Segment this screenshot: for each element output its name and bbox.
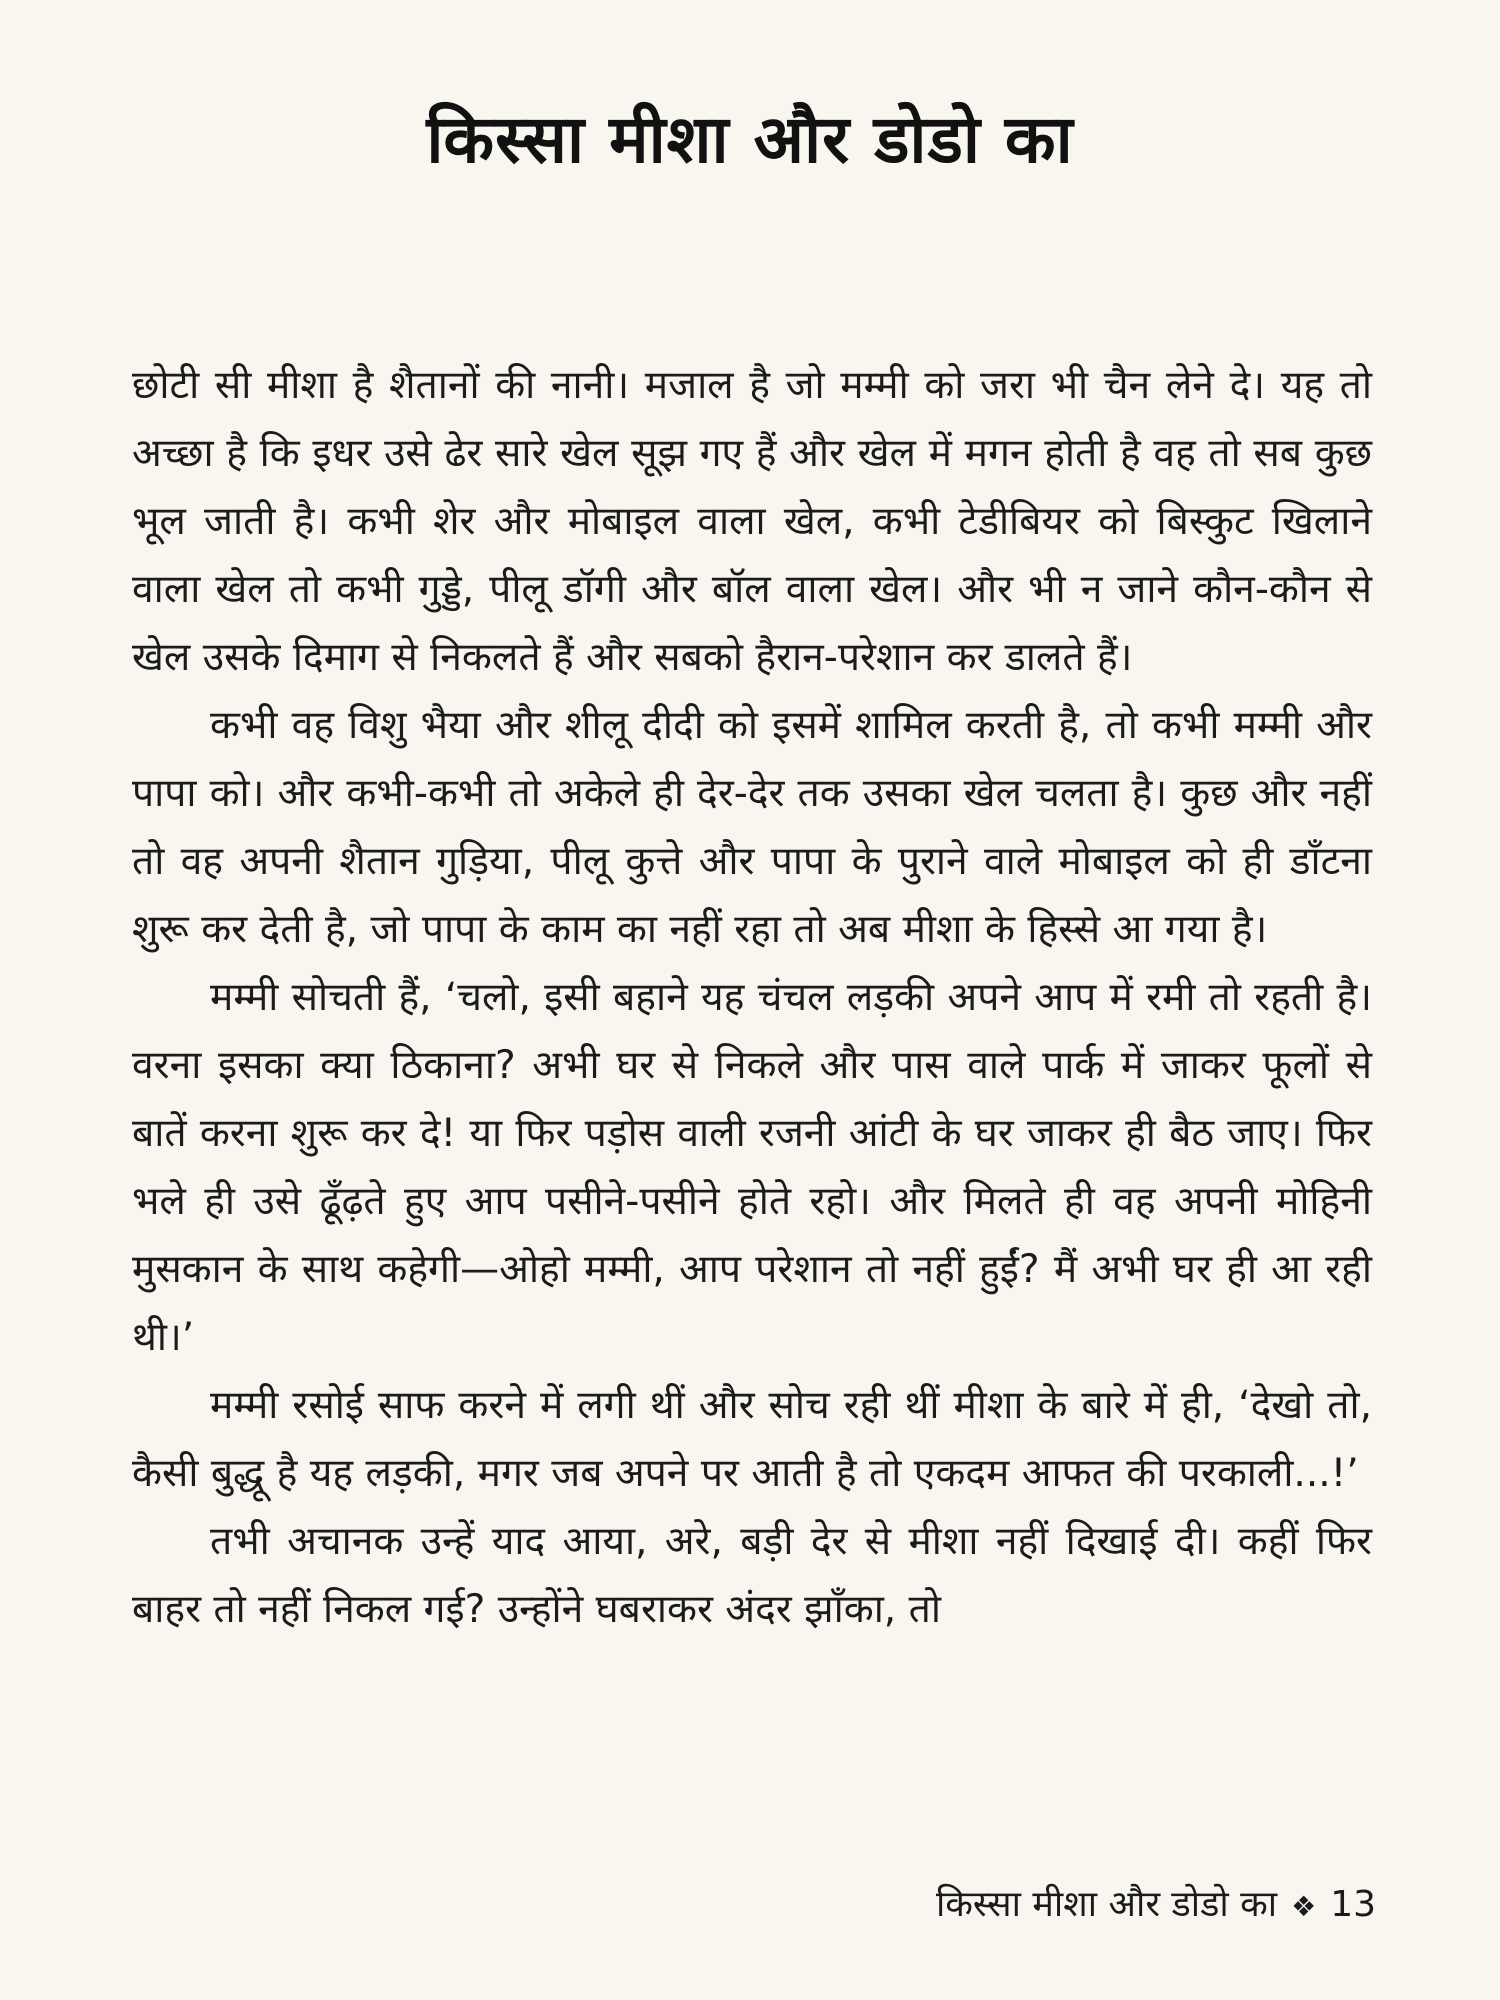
body-text — [132, 352, 1372, 1644]
paragraph-2: कभी वह विशु भैया और शीलू दीदी को इसमें शामिल करती है, तो कभी मम्मी और पापा को। और कभी-कभी तो अकेले ही देर-देर तक उसका खेल चलता है। कुछ और नहीं तो वह अपनी शैतान गुड़िया, पीलू कुत्ते और पापा के पुराने वाले मोबाइल को ही डाँटना शुरू कर देती है, जो पापा के काम का नहीं रहा तो अब मीशा के हिस्से आ गया है। — [132, 703, 1372, 952]
separator-icon: ❖ — [1291, 1890, 1317, 1923]
paragraph-1: छोटी सी मीशा है शैतानों की नानी। मजाल है जो मम्मी को जरा भी चैन लेने दे। यह तो अच्छा है कि इधर उसे ढेर सारे खेल सूझ गए हैं और खेल में मगन होती है वह तो सब कुछ भूल जाती है। कभी शेर और मोबाइल वाला खेल, कभी टेडीबियर को बिस्कुट खिलाने वाला खेल तो कभी गुड्डे, पीलू डॉगी और बॉल वाला खेल। और भी न जाने कौन-कौन से खेल उसके दिमाग से निकलते हैं और सबको हैरान-परेशान कर डालते हैं। — [132, 363, 1372, 680]
paragraph-3: मम्मी सोचती हैं, ‘चलो, इसी बहाने यह चंचल लड़की अपने आप में रमी तो रहती है। वरना इसका क्या ठिकाना? अभी घर से निकले और पास वाले पार्क में जाकर फूलों से बातें करना शुरू कर दे! या फिर पड़ोस वाली रजनी आंटी के घर जाकर ही बैठ जाए। फिर भले ही उसे ढूँढ़ते हुए आप पसीने-पसीने होते रहो। और मिलते ही वह अपनी मोहिनी मुसकान के साथ कहेगी—ओहो मम्मी, आप परेशान तो नहीं हुईं? मैं अभी घर ही आ रही थी।’ — [132, 975, 1372, 1360]
chapter-title: किस्सा मीशा और डोडो का — [426, 101, 1074, 178]
running-title: किस्सा मीशा और डोडो का — [935, 1884, 1278, 1925]
paragraph-5: तभी अचानक उन्हें याद आया, अरे, बड़ी देर से मीशा नहीं दिखाई दी। कहीं फिर बाहर तो नहीं निकल गई? उन्होंने घबराकर अंदर झाँका, तो — [132, 1519, 1372, 1632]
page-number: 13 — [1330, 1884, 1376, 1925]
paragraph-4: मम्मी रसोई साफ करने में लगी थीं और सोच रही थीं मीशा के बारे में ही, ‘देखो तो, कैसी बुद्धू है यह लड़की, मगर जब अपने पर आती है तो एकदम आफत की परकाली...!’ — [132, 1383, 1372, 1496]
page-footer — [936, 1878, 1376, 1927]
